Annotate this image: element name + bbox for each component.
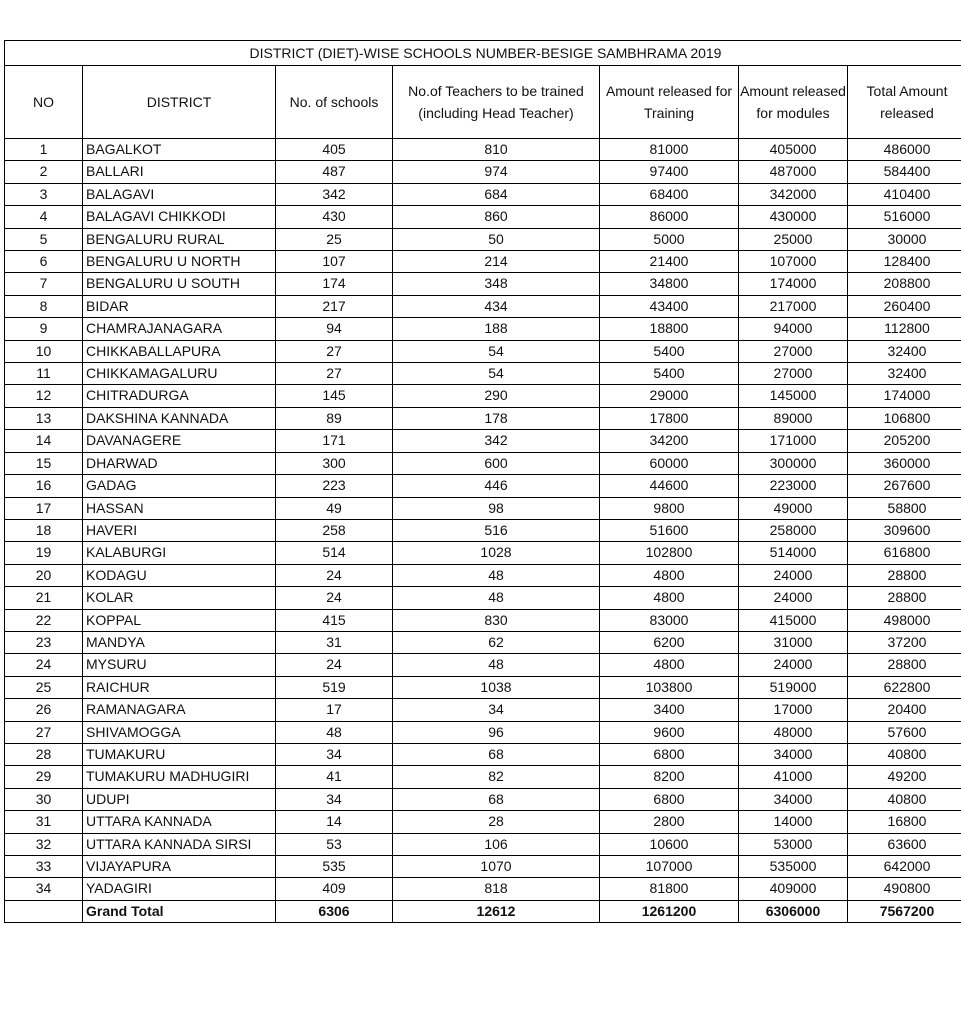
cell-total: 616800 [848,542,961,564]
cell-training: 60000 [600,452,739,474]
cell-training: 5400 [600,340,739,362]
cell-teachers: 62 [393,631,600,653]
cell-modules: 430000 [739,206,848,228]
cell-schools: 49 [276,497,393,519]
cell-training: 5400 [600,363,739,385]
cell-total: 128400 [848,251,961,273]
table-row [5,206,961,228]
cell-district: KOPPAL [83,609,276,631]
cell-no: 23 [5,631,83,653]
cell-teachers: 54 [393,363,600,385]
cell-district: MANDYA [83,631,276,653]
cell-schools: 145 [276,385,393,407]
cell-district: BIDAR [83,295,276,317]
cell-district: YADAGIRI [83,878,276,900]
cell-teachers: 1038 [393,676,600,698]
cell-modules: 487000 [739,161,848,183]
grand-total-teachers: 12612 [393,900,600,922]
cell-training: 83000 [600,609,739,631]
cell-teachers: 50 [393,228,600,250]
cell-total: 584400 [848,161,961,183]
cell-district: DHARWAD [83,452,276,474]
cell-training: 103800 [600,676,739,698]
cell-total: 37200 [848,631,961,653]
cell-training: 4800 [600,654,739,676]
cell-district: BENGALURU U SOUTH [83,273,276,295]
cell-modules: 342000 [739,183,848,205]
cell-training: 6800 [600,788,739,810]
grand-total-training: 1261200 [600,900,739,922]
table-row [5,587,961,609]
cell-no: 27 [5,721,83,743]
table-row [5,519,961,541]
cell-no: 2 [5,161,83,183]
table-row [5,452,961,474]
cell-total: 106800 [848,407,961,429]
cell-no: 26 [5,699,83,721]
cell-district: KALABURGI [83,542,276,564]
cell-no: 12 [5,385,83,407]
cell-no: 1 [5,139,83,161]
cell-district: SHIVAMOGGA [83,721,276,743]
cell-total: 260400 [848,295,961,317]
cell-no: 10 [5,340,83,362]
cell-total: 490800 [848,878,961,900]
cell-modules: 27000 [739,340,848,362]
cell-teachers: 290 [393,385,600,407]
table-row [5,295,961,317]
table-row [5,183,961,205]
table-title: DISTRICT (DIET)-WISE SCHOOLS NUMBER-BESIGE SAMBHRAMA 2019 [5,41,961,66]
cell-modules: 223000 [739,475,848,497]
cell-teachers: 810 [393,139,600,161]
cell-total: 58800 [848,497,961,519]
cell-teachers: 1070 [393,856,600,878]
cell-modules: 17000 [739,699,848,721]
header-row [5,66,961,139]
table-row [5,654,961,676]
table-row [5,878,961,900]
cell-schools: 27 [276,363,393,385]
cell-no: 24 [5,654,83,676]
cell-no: 28 [5,743,83,765]
cell-district: TUMAKURU [83,743,276,765]
cell-training: 81000 [600,139,739,161]
cell-district: UDUPI [83,788,276,810]
cell-training: 34800 [600,273,739,295]
cell-no: 16 [5,475,83,497]
cell-total: 57600 [848,721,961,743]
cell-teachers: 974 [393,161,600,183]
cell-schools: 24 [276,654,393,676]
cell-modules: 49000 [739,497,848,519]
cell-no: 9 [5,318,83,340]
cell-training: 102800 [600,542,739,564]
cell-total: 498000 [848,609,961,631]
cell-modules: 89000 [739,407,848,429]
cell-no: 34 [5,878,83,900]
cell-training: 6200 [600,631,739,653]
cell-total: 205200 [848,430,961,452]
cell-schools: 34 [276,788,393,810]
cell-district: UTTARA KANNADA [83,811,276,833]
table-row [5,273,961,295]
cell-schools: 405 [276,139,393,161]
cell-district: KODAGU [83,564,276,586]
cell-schools: 89 [276,407,393,429]
cell-training: 9600 [600,721,739,743]
cell-district: VIJAYAPURA [83,856,276,878]
cell-district: DAVANAGERE [83,430,276,452]
cell-no: 15 [5,452,83,474]
cell-schools: 27 [276,340,393,362]
cell-teachers: 600 [393,452,600,474]
cell-training: 97400 [600,161,739,183]
cell-teachers: 98 [393,497,600,519]
cell-training: 21400 [600,251,739,273]
cell-training: 43400 [600,295,739,317]
cell-district: BENGALURU U NORTH [83,251,276,273]
cell-total: 360000 [848,452,961,474]
cell-no: 21 [5,587,83,609]
cell-schools: 14 [276,811,393,833]
cell-modules: 25000 [739,228,848,250]
table-row [5,318,961,340]
table-body [5,139,961,901]
cell-teachers: 68 [393,788,600,810]
grand-total-total: 7567200 [848,900,961,922]
cell-training: 86000 [600,206,739,228]
table-row [5,743,961,765]
cell-training: 44600 [600,475,739,497]
cell-schools: 34 [276,743,393,765]
cell-schools: 31 [276,631,393,653]
cell-training: 6800 [600,743,739,765]
cell-no: 33 [5,856,83,878]
table-row [5,631,961,653]
cell-modules: 24000 [739,587,848,609]
cell-modules: 217000 [739,295,848,317]
cell-modules: 94000 [739,318,848,340]
cell-no: 7 [5,273,83,295]
cell-district: KOLAR [83,587,276,609]
cell-schools: 24 [276,564,393,586]
cell-schools: 519 [276,676,393,698]
table-row [5,542,961,564]
table-row [5,676,961,698]
cell-no: 4 [5,206,83,228]
cell-training: 3400 [600,699,739,721]
cell-training: 29000 [600,385,739,407]
cell-schools: 342 [276,183,393,205]
cell-schools: 41 [276,766,393,788]
grand-total-no [5,900,83,922]
cell-schools: 107 [276,251,393,273]
cell-teachers: 188 [393,318,600,340]
cell-training: 10600 [600,833,739,855]
cell-no: 18 [5,519,83,541]
cell-teachers: 68 [393,743,600,765]
cell-training: 81800 [600,878,739,900]
cell-district: MYSURU [83,654,276,676]
table-title-row [5,41,961,66]
cell-district: HASSAN [83,497,276,519]
cell-teachers: 348 [393,273,600,295]
cell-modules: 53000 [739,833,848,855]
cell-teachers: 342 [393,430,600,452]
table-row [5,699,961,721]
cell-teachers: 48 [393,564,600,586]
cell-training: 68400 [600,183,739,205]
cell-modules: 258000 [739,519,848,541]
cell-total: 63600 [848,833,961,855]
table-row [5,251,961,273]
cell-modules: 300000 [739,452,848,474]
cell-schools: 430 [276,206,393,228]
cell-teachers: 830 [393,609,600,631]
cell-training: 51600 [600,519,739,541]
cell-teachers: 54 [393,340,600,362]
cell-teachers: 818 [393,878,600,900]
table-row [5,340,961,362]
header-no: NO [5,66,83,139]
cell-schools: 217 [276,295,393,317]
cell-schools: 171 [276,430,393,452]
cell-teachers: 1028 [393,542,600,564]
cell-schools: 174 [276,273,393,295]
cell-schools: 48 [276,721,393,743]
cell-total: 28800 [848,654,961,676]
cell-total: 16800 [848,811,961,833]
grand-total-modules: 6306000 [739,900,848,922]
cell-schools: 409 [276,878,393,900]
cell-teachers: 446 [393,475,600,497]
cell-district: CHIKKABALLAPURA [83,340,276,362]
cell-total: 516000 [848,206,961,228]
table-row [5,609,961,631]
cell-no: 29 [5,766,83,788]
cell-no: 5 [5,228,83,250]
grand-total-label: Grand Total [83,900,276,922]
header-modules: Amount released for modules [739,66,848,139]
table-row [5,407,961,429]
cell-district: TUMAKURU MADHUGIRI [83,766,276,788]
district-schools-table [4,40,961,923]
header-teachers: No.of Teachers to be trained (including Head Teacher) [393,66,600,139]
cell-district: CHITRADURGA [83,385,276,407]
cell-training: 4800 [600,564,739,586]
cell-teachers: 48 [393,587,600,609]
cell-total: 30000 [848,228,961,250]
cell-teachers: 684 [393,183,600,205]
cell-no: 6 [5,251,83,273]
cell-modules: 145000 [739,385,848,407]
cell-no: 32 [5,833,83,855]
cell-teachers: 96 [393,721,600,743]
cell-district: DAKSHINA KANNADA [83,407,276,429]
table-row [5,811,961,833]
cell-schools: 535 [276,856,393,878]
cell-total: 410400 [848,183,961,205]
cell-modules: 415000 [739,609,848,631]
table-row [5,766,961,788]
cell-district: BALAGAVI [83,183,276,205]
cell-total: 49200 [848,766,961,788]
table-row [5,788,961,810]
cell-district: GADAG [83,475,276,497]
cell-total: 32400 [848,340,961,362]
table-row [5,564,961,586]
cell-modules: 107000 [739,251,848,273]
cell-modules: 519000 [739,676,848,698]
cell-total: 112800 [848,318,961,340]
cell-schools: 415 [276,609,393,631]
cell-no: 20 [5,564,83,586]
cell-total: 309600 [848,519,961,541]
cell-teachers: 34 [393,699,600,721]
cell-training: 107000 [600,856,739,878]
grand-total-row [5,900,961,922]
cell-no: 17 [5,497,83,519]
cell-modules: 14000 [739,811,848,833]
cell-no: 14 [5,430,83,452]
cell-total: 20400 [848,699,961,721]
cell-total: 486000 [848,139,961,161]
cell-modules: 24000 [739,564,848,586]
header-schools: No. of schools [276,66,393,139]
cell-training: 18800 [600,318,739,340]
cell-total: 174000 [848,385,961,407]
header-district: DISTRICT [83,66,276,139]
cell-no: 11 [5,363,83,385]
cell-modules: 34000 [739,743,848,765]
cell-schools: 487 [276,161,393,183]
cell-training: 4800 [600,587,739,609]
cell-no: 22 [5,609,83,631]
cell-district: UTTARA KANNADA SIRSI [83,833,276,855]
cell-training: 8200 [600,766,739,788]
cell-teachers: 48 [393,654,600,676]
header-total: Total Amount released [848,66,961,139]
cell-schools: 25 [276,228,393,250]
table-row [5,430,961,452]
cell-no: 30 [5,788,83,810]
cell-modules: 41000 [739,766,848,788]
cell-total: 28800 [848,564,961,586]
cell-no: 13 [5,407,83,429]
table-row [5,475,961,497]
cell-schools: 258 [276,519,393,541]
cell-modules: 171000 [739,430,848,452]
cell-schools: 223 [276,475,393,497]
cell-schools: 300 [276,452,393,474]
table-row [5,385,961,407]
table-row [5,721,961,743]
cell-total: 267600 [848,475,961,497]
cell-teachers: 28 [393,811,600,833]
cell-modules: 409000 [739,878,848,900]
cell-training: 5000 [600,228,739,250]
table-row [5,139,961,161]
cell-training: 9800 [600,497,739,519]
cell-district: HAVERI [83,519,276,541]
cell-total: 40800 [848,743,961,765]
cell-schools: 24 [276,587,393,609]
cell-modules: 34000 [739,788,848,810]
cell-modules: 27000 [739,363,848,385]
cell-district: BALLARI [83,161,276,183]
cell-training: 34200 [600,430,739,452]
cell-training: 17800 [600,407,739,429]
cell-total: 208800 [848,273,961,295]
cell-modules: 48000 [739,721,848,743]
table-row [5,161,961,183]
table-row [5,497,961,519]
cell-no: 31 [5,811,83,833]
cell-district: BAGALKOT [83,139,276,161]
cell-modules: 535000 [739,856,848,878]
cell-schools: 514 [276,542,393,564]
cell-district: BALAGAVI CHIKKODI [83,206,276,228]
table-row [5,363,961,385]
cell-total: 32400 [848,363,961,385]
cell-modules: 514000 [739,542,848,564]
cell-teachers: 434 [393,295,600,317]
cell-teachers: 214 [393,251,600,273]
cell-district: BENGALURU RURAL [83,228,276,250]
table-row [5,833,961,855]
cell-schools: 53 [276,833,393,855]
cell-modules: 31000 [739,631,848,653]
cell-teachers: 516 [393,519,600,541]
cell-no: 25 [5,676,83,698]
cell-teachers: 860 [393,206,600,228]
cell-modules: 174000 [739,273,848,295]
cell-teachers: 82 [393,766,600,788]
cell-district: RAMANAGARA [83,699,276,721]
cell-total: 622800 [848,676,961,698]
cell-district: CHIKKAMAGALURU [83,363,276,385]
cell-total: 40800 [848,788,961,810]
cell-modules: 24000 [739,654,848,676]
cell-training: 2800 [600,811,739,833]
table-row [5,228,961,250]
cell-schools: 94 [276,318,393,340]
cell-schools: 17 [276,699,393,721]
header-training: Amount released for Training [600,66,739,139]
cell-teachers: 178 [393,407,600,429]
grand-total-schools: 6306 [276,900,393,922]
cell-total: 642000 [848,856,961,878]
cell-modules: 405000 [739,139,848,161]
cell-total: 28800 [848,587,961,609]
table-row [5,856,961,878]
cell-district: RAICHUR [83,676,276,698]
cell-no: 3 [5,183,83,205]
cell-no: 19 [5,542,83,564]
cell-district: CHAMRAJANAGARA [83,318,276,340]
cell-teachers: 106 [393,833,600,855]
cell-no: 8 [5,295,83,317]
